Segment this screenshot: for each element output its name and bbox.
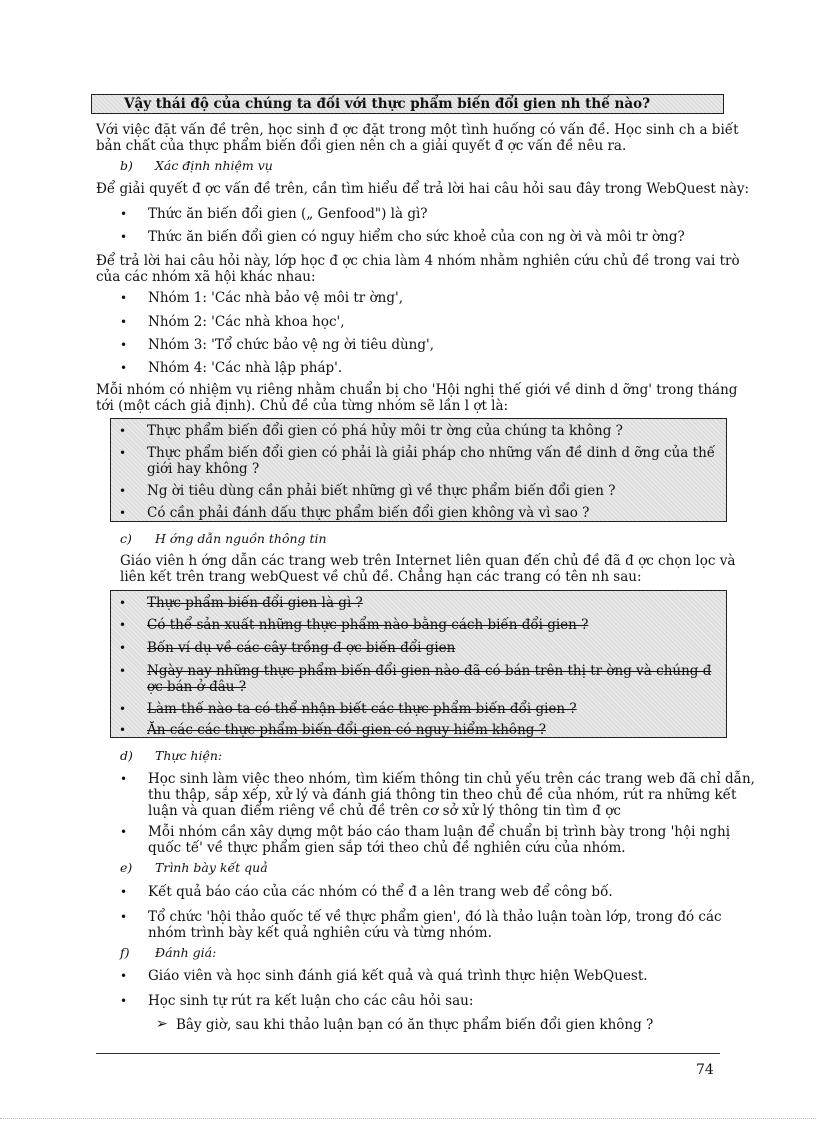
list-item-text: [148, 909, 722, 941]
bullet-icon: •: [120, 885, 128, 899]
bullet-icon: •: [120, 315, 128, 329]
bullet-icon: •: [120, 772, 128, 786]
subheading-d: [120, 748, 222, 764]
bullet-icon: •: [120, 338, 128, 352]
intro-line-1: Với việc đặt vấn đề trên, học sinh đ ợc đặt trong một tình huống có vấn đề. Học sinh ch a biết: [96, 122, 739, 138]
paragraph-line: của các nhóm xã hội khác nhau:: [96, 269, 316, 285]
list-item-line: luận và quan điểm riêng về chủ đề trên cơ sở xử lý thông tin tìm đ ợc: [148, 803, 621, 819]
paragraph-b2: [96, 253, 740, 285]
bullet-icon: •: [119, 641, 127, 655]
bullet-icon: •: [120, 361, 128, 375]
subheading-letter: b): [120, 158, 133, 173]
list-item-text: Nhóm 3: 'Tổ chức bảo vệ ng ời tiêu dùng',: [148, 337, 434, 353]
paragraph-line: Mỗi nhóm có nhiệm vụ riêng nhằm chuẩn bị cho 'Hội nghị thế giới về dinh d ỡng' trong tháng: [96, 382, 738, 398]
list-item-line: quốc tế' về thực phẩm gien sắp tới theo chủ đề nghiên cứu của nhóm.: [148, 840, 626, 856]
subheading-label: Đánh giá:: [155, 945, 217, 960]
list-item-line: thu thập, sắp xếp, xử lý và đánh giá thông tin theo chủ đề của nhóm, rút ra những kết: [148, 787, 737, 803]
bullet-icon: •: [119, 664, 127, 678]
arrow-item-text: Bây giờ, sau khi thảo luận bạn có ăn thực phẩm biến đổi gien không ?: [176, 1017, 654, 1033]
subheading-label: Xác định nhiệm vụ: [155, 158, 273, 173]
page-bottom-border: [0, 1118, 816, 1119]
list-item-line: Tổ chức 'hội thảo quốc tế về thực phẩm gien', đó là thảo luận toàn lớp, trong đó các: [148, 909, 722, 925]
bullet-icon: •: [119, 506, 127, 520]
paragraph-b3: [96, 382, 737, 414]
bullet-icon: •: [119, 618, 127, 632]
list-item-text: Nhóm 1: 'Các nhà bảo vệ môi tr ờng',: [148, 290, 404, 306]
bullet-icon: •: [120, 230, 128, 244]
list-item-text: Thức ăn biến đổi gien có nguy hiểm cho sức khoẻ của con ng ời và môi tr ờng?: [148, 229, 685, 245]
paragraph-line: Để trả lời hai câu hỏi này, lớp học đ ợc chia làm 4 nhóm nhằm nghiên cứu chủ đề trong vai trò: [96, 253, 740, 269]
bullet-icon: •: [119, 596, 127, 610]
list-item-text: Giáo viên và học sinh đánh giá kết quả và quá trình thực hiện WebQuest.: [148, 968, 648, 984]
bullet-icon: •: [119, 424, 127, 438]
subheading-b: [120, 158, 273, 174]
bullet-icon: •: [120, 994, 128, 1008]
bullet-icon: •: [120, 910, 128, 924]
list-item-text: Kết quả báo cáo của các nhóm có thể đ a lên trang web để công bố.: [148, 884, 613, 900]
list-item-text: Nhóm 4: 'Các nhà lập pháp'.: [148, 360, 343, 376]
paragraph-b1: Để giải quyết đ ợc vấn đề trên, cần tìm hiểu để trả lời hai câu hỏi sau đây trong WebQuest này:: [96, 181, 750, 197]
section-question-title: Vậy thái độ của chúng ta đối với thực phẩm biến đổi gien nh thế nào?: [91, 94, 724, 114]
paragraph-c: [120, 553, 735, 585]
subheading-c: [120, 531, 327, 547]
link-text[interactable]: Ngày nay những thực phẩm biến đổi gien nào đã có bán trên thị tr ờng và chúng đ ợc bán ở đâu ?: [147, 663, 712, 695]
list-item-text: Có cần phải đánh dấu thực phẩm biến đổi gien không và vì sao ?: [147, 505, 590, 521]
list-item-line: Học sinh làm việc theo nhóm, tìm kiếm thông tin chủ yếu trên các trang web đã chỉ dẫn,: [148, 771, 755, 787]
subheading-letter: f): [120, 945, 130, 960]
paragraph-line: liên kết trên trang webQuest về chủ đề. Chẳng hạn các trang có tên nh sau:: [120, 569, 642, 585]
arrow-bullet-icon: ➢: [156, 1016, 168, 1032]
list-item-line: nhóm trình bày kết quả nghiên cứu và từng nhóm.: [148, 925, 492, 941]
subheading-e: [120, 860, 268, 876]
footer-divider: [96, 1053, 720, 1054]
list-item-text: Học sinh tự rút ra kết luận cho các câu hỏi sau:: [148, 993, 474, 1009]
bullet-icon: •: [119, 723, 127, 737]
link-text[interactable]: Ăn các các thực phẩm biến đổi gien có nguy hiểm không ?: [147, 722, 546, 738]
list-item-text: Thực phẩm biến đổi gien có phải là giải pháp cho những vấn đề dinh d ỡng của thế giới hay không ?: [147, 445, 716, 477]
link-text[interactable]: Có thể sản xuất những thực phẩm nào bằng cách biến đổi gien ?: [147, 617, 589, 633]
paragraph-line: Giáo viên h ớng dẫn các trang web trên Internet liên quan đến chủ đề đã đ ợc chọn lọc và: [120, 553, 736, 569]
bullet-icon: •: [119, 702, 127, 716]
subheading-f: [120, 945, 216, 961]
bullet-icon: •: [119, 484, 127, 498]
subheading-letter: c): [120, 531, 132, 546]
subheading-label: Trình bày kết quả: [155, 860, 268, 875]
bullet-icon: •: [120, 291, 128, 305]
link-text[interactable]: Bốn ví dụ về các cây trồng đ ợc biến đổi gien: [147, 640, 456, 656]
subheading-label: H ớng dẫn nguồn thông tin: [155, 531, 327, 546]
bullet-icon: •: [120, 825, 128, 839]
web-links-box: [110, 590, 727, 738]
bullet-icon: •: [120, 207, 128, 221]
list-item-line: Mỗi nhóm cần xây dựng một báo cáo tham luận để chuẩn bị trình bày trong 'hội nghị: [148, 824, 731, 840]
list-item-text: Nhóm 2: 'Các nhà khoa học',: [148, 314, 345, 330]
subheading-letter: e): [120, 860, 133, 875]
list-item-text: Thực phẩm biến đổi gien có phá hủy môi tr ờng của chúng ta không ?: [147, 423, 623, 439]
link-text[interactable]: Thực phẩm biến đổi gien là gì ?: [147, 595, 363, 611]
bullet-icon: •: [120, 969, 128, 983]
subheading-letter: d): [120, 748, 133, 763]
subheading-label: Thực hiện:: [155, 748, 223, 763]
bullet-icon: •: [119, 446, 127, 460]
list-item-text: [148, 824, 730, 856]
list-item-text: [148, 771, 755, 819]
page-number: 74: [696, 1062, 714, 1078]
link-text[interactable]: Làm thế nào ta có thể nhận biết các thực phẩm biến đổi gien ?: [147, 701, 577, 717]
paragraph-line: tới (một cách giả định). Chủ đề của từng nhóm sẽ lần l ợt là:: [96, 398, 509, 414]
group-topics-box: [110, 418, 727, 522]
list-item-text: Ng ời tiêu dùng cần phải biết những gì về thực phẩm biến đổi gien ?: [147, 483, 616, 499]
intro-line-2: bản chất của thực phẩm biến đổi gien nên ch a giải quyết đ ợc vấn đề nêu ra.: [96, 138, 627, 154]
list-item-text: Thức ăn biến đổi gien („ Genfood") là gì?: [148, 206, 428, 222]
intro-paragraph: [96, 122, 739, 154]
